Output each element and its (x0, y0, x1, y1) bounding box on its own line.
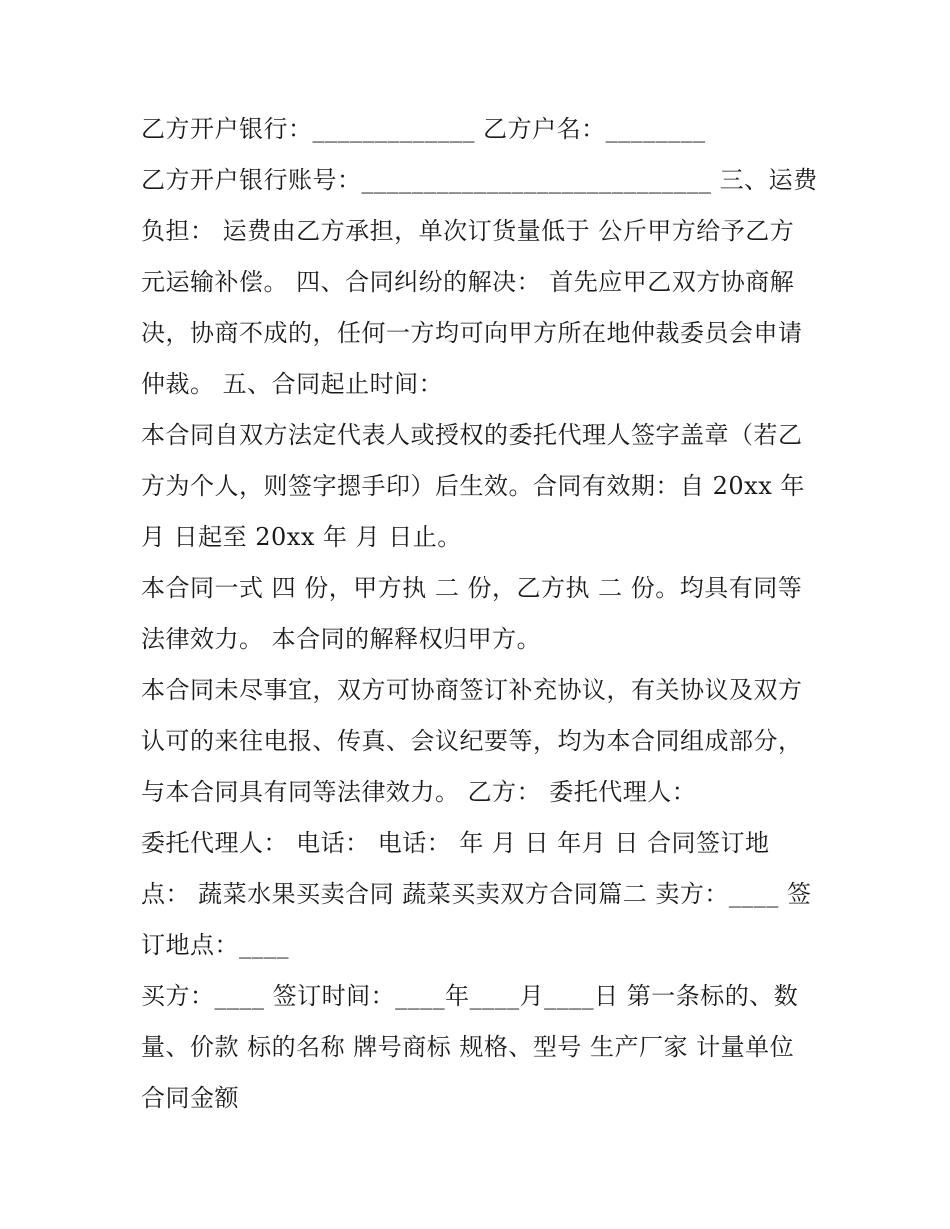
text-line: 委托代理人： 电话： 电话： 年 月 日 年月 日 合同签订地 (141, 829, 770, 857)
text-line: 乙方开户银行账号：____________________________ 三、运费 (141, 166, 818, 194)
text-line: 认可的来往电报、传真、会议纪要等，均为本合同组成部分， (141, 727, 803, 755)
text-line: 买方：____ 签订时间：____年____月____日 第一条标的、数 (141, 982, 799, 1010)
text-line: 乙方开户银行：_____________ 乙方户名：________ (141, 115, 706, 143)
text-line: 决，协商不成的，任何一方均可向甲方所在地仲裁委员会申请 (141, 319, 803, 347)
text-line: 本合同未尽事宜，双方可协商签订补充协议，有关协议及双方 (141, 676, 803, 704)
text-line: 与本合同具有同等法律效力。 乙方： 委托代理人： (141, 778, 697, 806)
text-line: 量、价款 标的名称 牌号商标 规格、型号 生产厂家 计量单位 (141, 1033, 795, 1061)
text-line: 点： 蔬菜水果买卖合同 蔬菜买卖双方合同篇二 卖方：____ 签 (141, 880, 812, 908)
text-line: 负担： 运费由乙方承担，单次订货量低于 公斤甲方给予乙方 (141, 217, 795, 245)
text-line: 月 日起至 20xx 年 月 日止。 (141, 523, 462, 551)
text-line: 仲裁。 五、合同起止时间： (141, 370, 444, 398)
text-line: 订地点：____ (141, 931, 289, 959)
text-line: 方为个人，则签字摁手印）后生效。合同有效期：自 20xx 年 (141, 472, 805, 500)
text-line: 本合同一式 四 份，甲方执 二 份，乙方执 二 份。均具有同等 (141, 574, 803, 602)
text-line: 本合同自双方法定代表人或授权的委托代理人签字盖章（若乙 (141, 421, 803, 449)
contract-body-text (141, 104, 821, 1124)
text-line: 合同金额 (141, 1084, 239, 1112)
text-line: 元运输补偿。 四、合同纠纷的解决： 首先应甲乙双方协商解 (141, 268, 795, 296)
text-line: 法律效力。 本合同的解释权归甲方。 (141, 625, 542, 653)
